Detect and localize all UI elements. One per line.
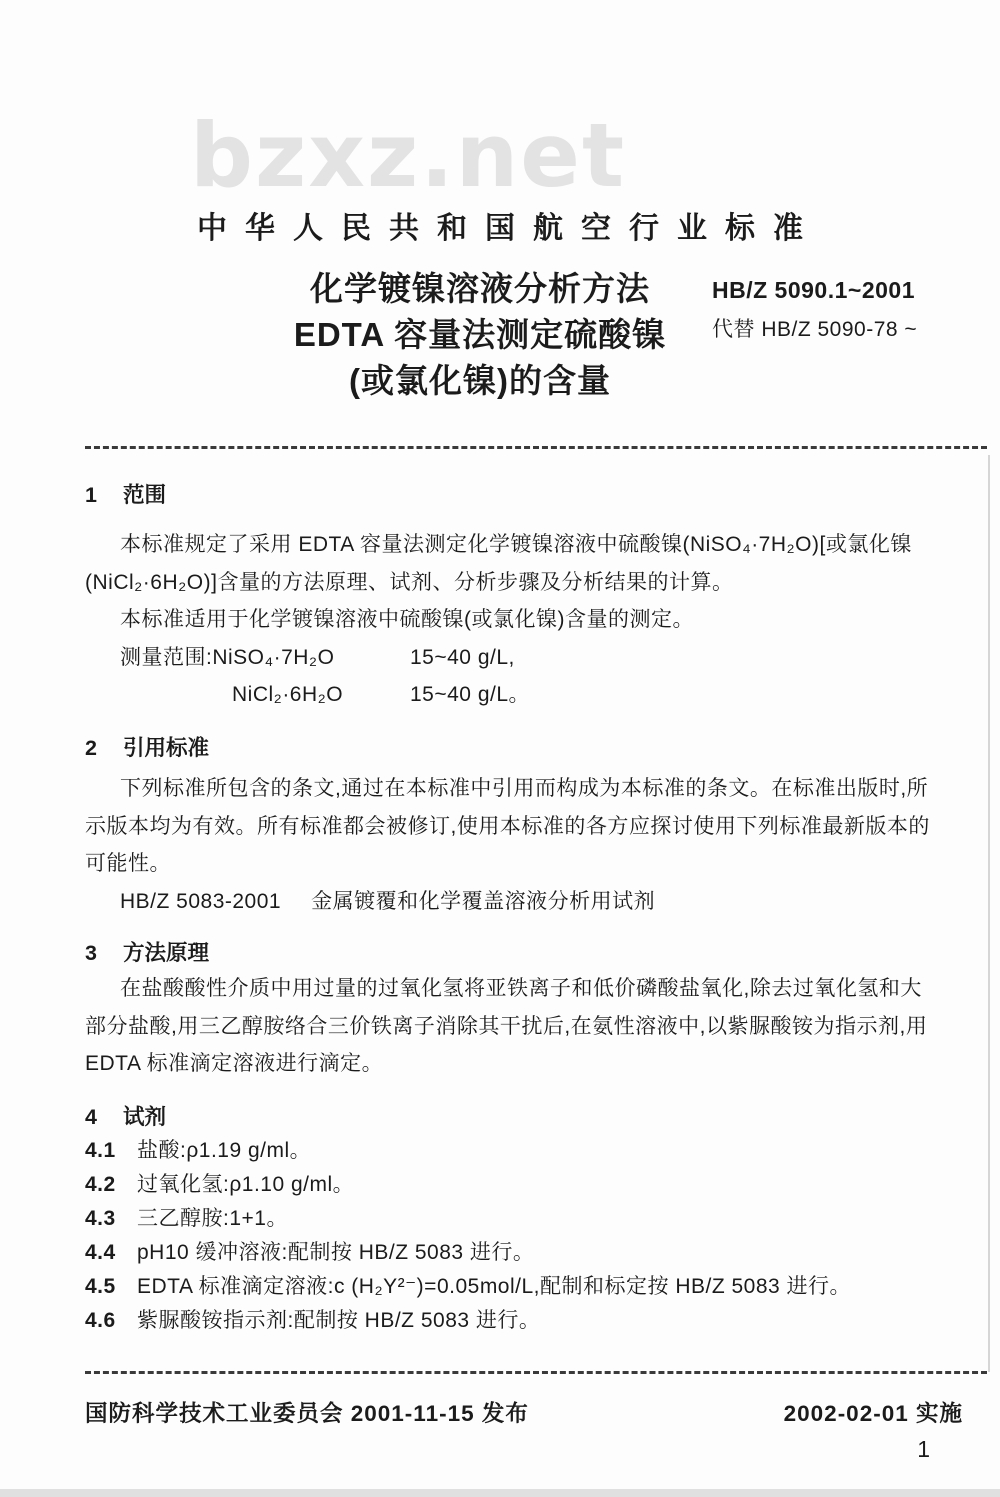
referenced-standard-code: HB/Z 5083-2001: [120, 889, 282, 913]
document-title-line3: (或氯化镍)的含量: [349, 362, 611, 399]
section-heading-scope: [85, 478, 166, 509]
reagent-list: [85, 1140, 985, 1344]
paragraph-line: 在盐酸酸性介质中用过量的过氧化氢将亚铁离子和低价磷酸盐氧化,除去过氧化氢和大: [120, 977, 922, 1000]
document-title-line1: 化学镀镍溶液分析方法: [310, 270, 650, 307]
reagent-number: 4.2: [85, 1173, 116, 1196]
paragraph-line: 下列标准所包含的条文,通过在本标准中引用而构成为本标准的条文。在标准出版时,所: [120, 777, 929, 800]
watermark-text: bzxz.net: [190, 104, 627, 207]
section-title: 范围: [123, 483, 167, 507]
reagent-text: 过氧化氢:ρ1.10 g/ml。: [137, 1173, 355, 1196]
reagent-item: [85, 1140, 985, 1162]
reagent-item: [85, 1242, 985, 1264]
section-number: 3: [85, 941, 97, 965]
reagent-text: EDTA 标准滴定溶液:c (H₂Y²⁻)=0.05mol/L,配制和标定按 HB/Z 5083 进行。: [137, 1275, 852, 1298]
section-title: 试剂: [123, 1105, 167, 1129]
reagent-number: 4.3: [85, 1207, 116, 1230]
supersedes-note: 代替 HB/Z 5090-78 ~: [712, 318, 918, 341]
section-body-references: [85, 770, 985, 920]
scan-artifact-right-edge: [988, 455, 990, 1372]
top-rule: [85, 446, 987, 449]
reagent-text: pH10 缓冲溶液:配制按 HB/Z 5083 进行。: [137, 1241, 535, 1264]
paragraph-line: (NiCl₂·6H₂O)]含量的方法原理、试剂、分析步骤及分析结果的计算。: [85, 570, 734, 594]
reagent-text: 三乙醇胺:1+1。: [137, 1207, 288, 1230]
referenced-standard: [85, 883, 985, 921]
section-body-principle: [85, 970, 985, 1083]
range-value: 15~40 g/L。: [410, 683, 531, 706]
standard-designation: [712, 277, 917, 343]
scan-artifact-bottom-edge: [0, 1489, 1000, 1497]
measurement-range-row: [85, 639, 985, 677]
document-title-line2: EDTA 容量法测定硫酸镍: [293, 316, 667, 353]
reagent-item: [85, 1208, 985, 1230]
paragraph-line: 本标准适用于化学镀镍溶液中硫酸镍(或氯化镍)含量的测定。: [120, 608, 694, 631]
page-number: 1: [917, 1436, 930, 1462]
footer-implement-text: 2002-02-01 实施: [783, 1401, 963, 1426]
range-value: 15~40 g/L,: [410, 645, 515, 669]
section-heading-principle: [85, 936, 209, 967]
measurement-range-row: [85, 676, 985, 714]
reagent-item: [85, 1174, 985, 1196]
paragraph-line: 示版本均为有效。所有标准都会被修订,使用本标准的各方应探讨使用下列标准最新版本的: [85, 814, 930, 838]
reagent-number: 4.4: [85, 1241, 116, 1264]
reagent-item: [85, 1310, 985, 1332]
section-title: 方法原理: [123, 941, 210, 965]
section-number: 4: [85, 1105, 97, 1129]
footer-issue-text: 国防科学技术工业委员会 2001-11-15 发布: [85, 1401, 529, 1426]
range-substance: NiSO₄·7H₂O: [212, 645, 335, 669]
paragraph-line: 部分盐酸,用三乙醇胺络合三价铁离子消除其干扰后,在氨性溶液中,以紫脲酸铵为指示剂,用: [85, 1014, 928, 1038]
paragraph-line: 本标准规定了采用 EDTA 容量法测定化学镀镍溶液中硫酸镍(NiSO₄·7H₂O)[或氯化镍: [120, 533, 912, 556]
reagent-number: 4.1: [85, 1139, 116, 1162]
paragraph-line: 可能性。: [85, 852, 171, 875]
range-label: 测量范围:: [120, 645, 213, 669]
reagent-item: [85, 1276, 985, 1298]
section-heading-reagents: [85, 1100, 166, 1131]
section-heading-references: [85, 731, 209, 762]
document-title: [180, 266, 780, 404]
bottom-rule: [85, 1371, 987, 1374]
reagent-number: 4.5: [85, 1275, 116, 1298]
standard-type-heading: 中华人民共和国航空行业标准: [197, 212, 821, 245]
referenced-standard-title: 金属镀覆和化学覆盖溶液分析用试剂: [311, 889, 656, 913]
reagent-number: 4.6: [85, 1309, 116, 1332]
reagent-text: 盐酸:ρ1.19 g/ml。: [137, 1139, 312, 1162]
section-number: 1: [85, 483, 97, 507]
section-body-scope: [85, 526, 985, 714]
section-number: 2: [85, 736, 97, 760]
reagent-text: 紫脲酸铵指示剂:配制按 HB/Z 5083 进行。: [137, 1309, 541, 1332]
paragraph-line: EDTA 标准滴定溶液进行滴定。: [85, 1052, 384, 1075]
standard-code: HB/Z 5090.1~2001: [712, 277, 915, 303]
range-substance: NiCl₂·6H₂O: [232, 683, 344, 706]
section-title: 引用标准: [123, 736, 210, 760]
